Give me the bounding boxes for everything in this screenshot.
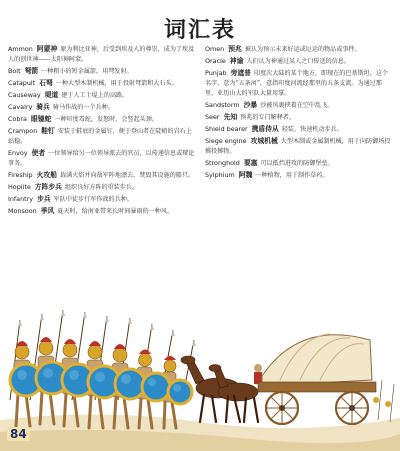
- glossary-term: Siege engine: [205, 136, 247, 145]
- glossary-term: Envoy: [8, 148, 28, 157]
- glossary-term: Sandstorm: [205, 101, 240, 110]
- glossary-term: Causeway: [8, 90, 41, 99]
- glossary-definition: 预兆的专门解释者。: [240, 114, 295, 122]
- glossary-term: Infantry: [8, 194, 34, 203]
- glossary-term-chinese: 眼镜蛇: [30, 114, 52, 123]
- glossary-entry: [205, 68, 393, 100]
- glossary-term: Hoplite: [8, 182, 31, 191]
- glossary-entry: [205, 56, 393, 67]
- glossary-term-chinese: 堤道: [44, 90, 59, 99]
- glossary-entry: [8, 170, 196, 181]
- covered-wagon: [258, 334, 376, 424]
- glossary-term-chinese: 预兆: [228, 45, 242, 53]
- glossary-entry: [8, 44, 196, 66]
- glossary-column-left: [8, 44, 196, 218]
- glossary-definition: 可以抵挡进攻的防御堡垒。: [260, 160, 334, 168]
- glossary-term-chinese: 要塞: [243, 159, 258, 168]
- glossary-definition: 印度次大陆的某个地方，即现在的巴基斯坦。这个名字，意为“五条河”，意指印度河流经那里的五条支流。为通过那里，亚历山大的军队大量用掌。: [205, 69, 389, 98]
- glossary-entry: [8, 148, 196, 170]
- glossary-term: Bolt: [8, 67, 21, 76]
- glossary-entry: [205, 170, 393, 181]
- page-title: 词汇表: [163, 18, 236, 43]
- glossary-term: Oracle: [205, 56, 226, 65]
- glossary-term-chinese: 沙暴: [243, 101, 258, 110]
- glossary-entry: [8, 78, 196, 89]
- glossary-term: Shield bearer: [205, 125, 248, 134]
- glossary-entry: [8, 206, 196, 217]
- glossary-definition: 安装于鞋底的金属钉，便于登山者在陡峭的岩石上站稳。: [8, 127, 192, 145]
- glossary-term: Cavalry: [8, 102, 33, 111]
- glossary-term: Omen: [205, 45, 225, 53]
- page-number: 84: [7, 427, 30, 441]
- glossary-entry: [205, 124, 393, 135]
- glossary-term: Monsoon: [8, 206, 37, 215]
- glossary-term-chinese: 旁遮普: [230, 68, 251, 77]
- glossary-definition: 被认为预示未来好运或厄运的物品或事件。: [244, 46, 361, 53]
- glossary-entry: [205, 158, 393, 169]
- glossary-definition: 夏天时，给南亚带来长时间暴雨的一种风。: [57, 207, 174, 215]
- army-march-illustration: [0, 300, 400, 451]
- glossary-definition: 组织良好方阵的重装步兵。: [64, 183, 139, 191]
- glossary-term-chinese: 使者: [31, 148, 46, 157]
- glossary-definition: 一种植物，用于制作草药。: [255, 172, 329, 180]
- glossary-definition: 原为利比亚神，后受到埃及人的尊崇，成为了埃及人的创世神——太阳神阿蒙。: [8, 46, 195, 64]
- glossary-term: Catapult: [8, 79, 36, 88]
- glossary-definition: 一种大型木制机械，用于投射弩箭和大石头。: [55, 80, 178, 88]
- glossary-term: Sylphium: [205, 171, 235, 180]
- glossary-definition: 轻装、快速机动步兵。: [281, 126, 343, 134]
- glossary-term: Cobra: [8, 114, 27, 123]
- glossary-entry: [205, 112, 393, 123]
- glossary-term: Fireship: [8, 171, 33, 180]
- glossary-term-chinese: 鞋钉: [41, 126, 55, 135]
- glossary-definition: 载满火焰并向敌军阵地漂去、焚毁其设施的船只。: [60, 172, 195, 180]
- glossary-term-chinese: 骑兵: [36, 102, 50, 111]
- glossary-entry: [205, 44, 393, 55]
- glossary-entry: [205, 136, 393, 158]
- glossary-term-chinese: 火攻船: [36, 171, 58, 180]
- glossary-definition: 建于人工土堤上的高路。: [61, 91, 129, 99]
- glossary-entry: [8, 194, 196, 205]
- glossary-term-chinese: 先知: [223, 113, 238, 122]
- glossary-term-chinese: 阿蒙神: [36, 45, 58, 53]
- glossary-term: Crampon: [8, 126, 38, 135]
- glossary-definition: 军队中徒步行军作战的兵种。: [53, 195, 133, 203]
- glossary-term-chinese: 弩箭: [24, 67, 39, 76]
- glossary-entry: [8, 90, 196, 101]
- glossary-definition: 大型木制或金属制机械，用于向防御场投掷投掷物。: [205, 137, 391, 156]
- glossary-entry: [205, 100, 393, 111]
- glossary-term-chinese: 阿魏: [238, 171, 253, 180]
- glossary-entry: [8, 114, 196, 125]
- glossary-term-chinese: 神谕: [229, 56, 244, 65]
- glossary-term: Seer: [205, 113, 220, 122]
- glossary-definition: 一种印度毒蛇，发怒时，会竖起头颈。: [54, 115, 158, 123]
- glossary-term-chinese: 石弩: [39, 79, 53, 88]
- glossary-column-right: [205, 44, 393, 182]
- glossary-definition: 一位领导给另一位领导派去的官员，以传递信息或辩论事务。: [8, 149, 195, 168]
- distant-soldiers: [373, 397, 391, 407]
- glossary-term-chinese: 携盾侍从: [251, 125, 279, 134]
- glossary-term: Ammon: [8, 45, 33, 53]
- glossary-term-chinese: 季风: [40, 206, 55, 215]
- glossary-term: Stronghold: [205, 159, 240, 168]
- glossary-entry: [8, 126, 196, 148]
- glossary-entry: [8, 182, 196, 193]
- glossary-definition: 人们认为神通过某人之口传送的信息。: [246, 57, 350, 65]
- glossary-entry: [8, 66, 196, 77]
- glossary-definition: 骑马作战的一个兵种。: [52, 103, 114, 111]
- glossary-term-chinese: 攻城机械: [250, 136, 278, 145]
- glossary-term-chinese: 方阵步兵: [34, 182, 62, 191]
- glossary-definition: 一种粗小的短金属箭，用弩发射。: [41, 68, 133, 76]
- hoplite-soldiers: [10, 310, 196, 428]
- glossary-term-chinese: 步兵: [37, 194, 51, 203]
- glossary-entry: [8, 102, 196, 113]
- glossary-definition: 沙被风裹挟着在空中乱飞。: [260, 102, 334, 110]
- glossary-term: Punjab: [205, 68, 227, 77]
